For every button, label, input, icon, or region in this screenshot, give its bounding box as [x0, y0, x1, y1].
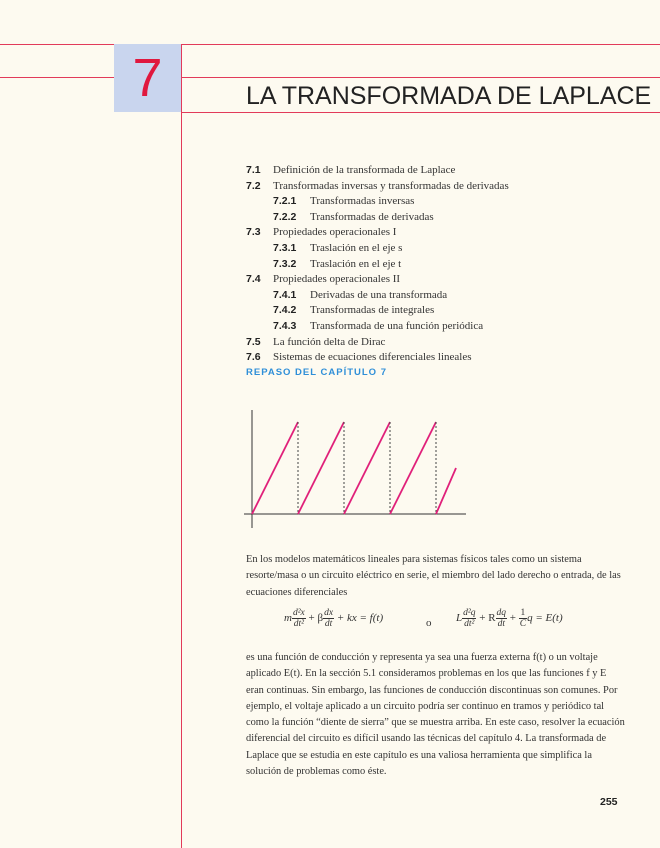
- eq-term: + R: [479, 612, 496, 625]
- margin-rule: [181, 44, 182, 848]
- toc-entry-number: 7.4.1: [273, 288, 297, 301]
- toc-entry-number: 7.3.1: [273, 241, 297, 254]
- eq-term: + β: [308, 612, 324, 625]
- chapter-number: 7: [132, 48, 163, 108]
- chapter-review-heading: REPASO DEL CAPÍTULO 7: [246, 367, 387, 378]
- fraction: [462, 608, 476, 629]
- toc-entry-label: Propiedades operacionales II: [273, 273, 401, 286]
- eq-denominator: dt: [497, 619, 505, 629]
- toc-entry-number: 7.2.2: [273, 210, 297, 223]
- page-number: 255: [600, 796, 618, 808]
- eq-symbol: L: [456, 612, 463, 625]
- toc-entry: [246, 272, 626, 288]
- toc-entry-label: Traslación en el eje s: [310, 241, 403, 254]
- toc-entry-label: La función delta de Dirac: [273, 335, 386, 348]
- toc-entry: [246, 288, 626, 304]
- eq-numerator: dx: [324, 608, 334, 618]
- toc-entry-label: Transformadas de derivadas: [310, 210, 434, 223]
- fraction: [496, 608, 508, 629]
- toc-entry-label: Transformada de una función periódica: [310, 319, 484, 332]
- eq-denominator: dt²: [464, 619, 475, 629]
- sawtooth-ramp: [344, 422, 390, 514]
- toc-entry: [246, 225, 626, 241]
- table-of-contents: [246, 163, 626, 366]
- toc-entry: [246, 163, 626, 179]
- fraction: [519, 608, 527, 629]
- followup-paragraph: es una función de conducción y representa ya sea una fuerza externa f(t) o un voltaje aplicado E(t). En la sección 5.1 consideramos problemas en los que las funciones f y E eran continuas. Sin embargo, las funciones de conducción discontinuas son comunes. Por ejemplo, el voltaje aplicado a un circuito podría ser continuo en tramos y periódico tal como la función “diente de sierra” que se muestra arriba. En este caso, resolver la ecuación diferencial del circuito es difícil usando las técnicas del capítulo 4. La transformada de Laplace que se estudia en este capítulo es una valiosa herramienta que simplifica la solución de problemas como éste.: [246, 652, 625, 778]
- sawtooth-figure: [244, 408, 470, 530]
- toc-entry-number: 7.4.3: [273, 319, 297, 332]
- top-rule: [0, 44, 660, 45]
- toc-entry-label: Traslación en el eje t: [310, 257, 402, 270]
- toc-entry-label: Transformadas de integrales: [310, 304, 435, 317]
- toc-entry-number: 7.1: [246, 164, 261, 176]
- toc-entry-number: 7.5: [246, 335, 261, 348]
- toc-entry-number: 7.4.2: [273, 304, 297, 317]
- eq-numerator: 1: [520, 608, 526, 618]
- title-bottom-rule: [181, 112, 660, 113]
- toc-entry: [246, 335, 626, 351]
- chapter-number-box: [114, 44, 182, 112]
- chapter-title: LA TRANSFORMADA DE LAPLACE: [246, 82, 652, 110]
- equation-connector: o: [426, 617, 432, 629]
- sawtooth-ramp: [298, 422, 344, 514]
- eq-symbol: m: [284, 612, 292, 625]
- eq-denominator: dt²: [293, 619, 304, 629]
- sawtooth-ramp: [390, 422, 436, 514]
- toc-entry-label: Transformadas inversas: [310, 195, 415, 208]
- toc-entry-label: Transformadas inversas y transformadas de derivadas: [273, 179, 509, 192]
- toc-entry-number: 7.3: [246, 226, 261, 239]
- toc-entry: [246, 241, 626, 257]
- toc-entry-number: 7.4: [246, 273, 261, 286]
- title-rule: [0, 77, 660, 78]
- toc-entry-number: 7.2.1: [273, 195, 297, 208]
- toc-entry-number: 7.3.2: [273, 257, 297, 270]
- eq-denominator: C: [519, 619, 527, 629]
- circuit-equation: [456, 608, 563, 629]
- toc-entry-label: Propiedades operacionales I: [273, 226, 397, 239]
- eq-denominator: dt: [324, 619, 333, 629]
- spring-mass-equation: [284, 608, 383, 629]
- toc-entry: [246, 194, 626, 210]
- eq-term: +: [509, 612, 516, 625]
- differential-equations: [284, 608, 604, 644]
- fraction: [292, 608, 306, 629]
- toc-entry-number: 7.2: [246, 179, 261, 192]
- toc-entry: [246, 350, 626, 366]
- toc-entry: [246, 319, 626, 335]
- toc-entry: [246, 210, 626, 226]
- eq-numerator: d²x: [292, 608, 305, 618]
- eq-term: q = E(t): [527, 612, 563, 625]
- eq-numerator: dq: [496, 608, 507, 618]
- toc-entry-number: 7.6: [246, 351, 261, 364]
- toc-entry: [246, 257, 626, 273]
- toc-entry: [246, 179, 626, 195]
- sawtooth-ramp: [252, 422, 298, 514]
- fraction: [323, 608, 334, 629]
- toc-entry: [246, 303, 626, 319]
- eq-term: + kx = f(t): [336, 612, 384, 625]
- eq-numerator: d²q: [463, 608, 476, 618]
- toc-entry-label: Derivadas de una transformada: [310, 288, 448, 301]
- intro-paragraph: En los modelos matemáticos lineales para sistemas físicos tales como un sistema resorte/masa o un circuito eléctrico en serie, el miembro del lado derecho o entrada, de las ecuaciones diferenciales: [246, 554, 621, 598]
- sawtooth-ramp: [436, 468, 456, 514]
- toc-entry-label: Definición de la transformada de Laplace: [273, 164, 456, 176]
- toc-entry-label: Sistemas de ecuaciones diferenciales lineales: [273, 351, 472, 364]
